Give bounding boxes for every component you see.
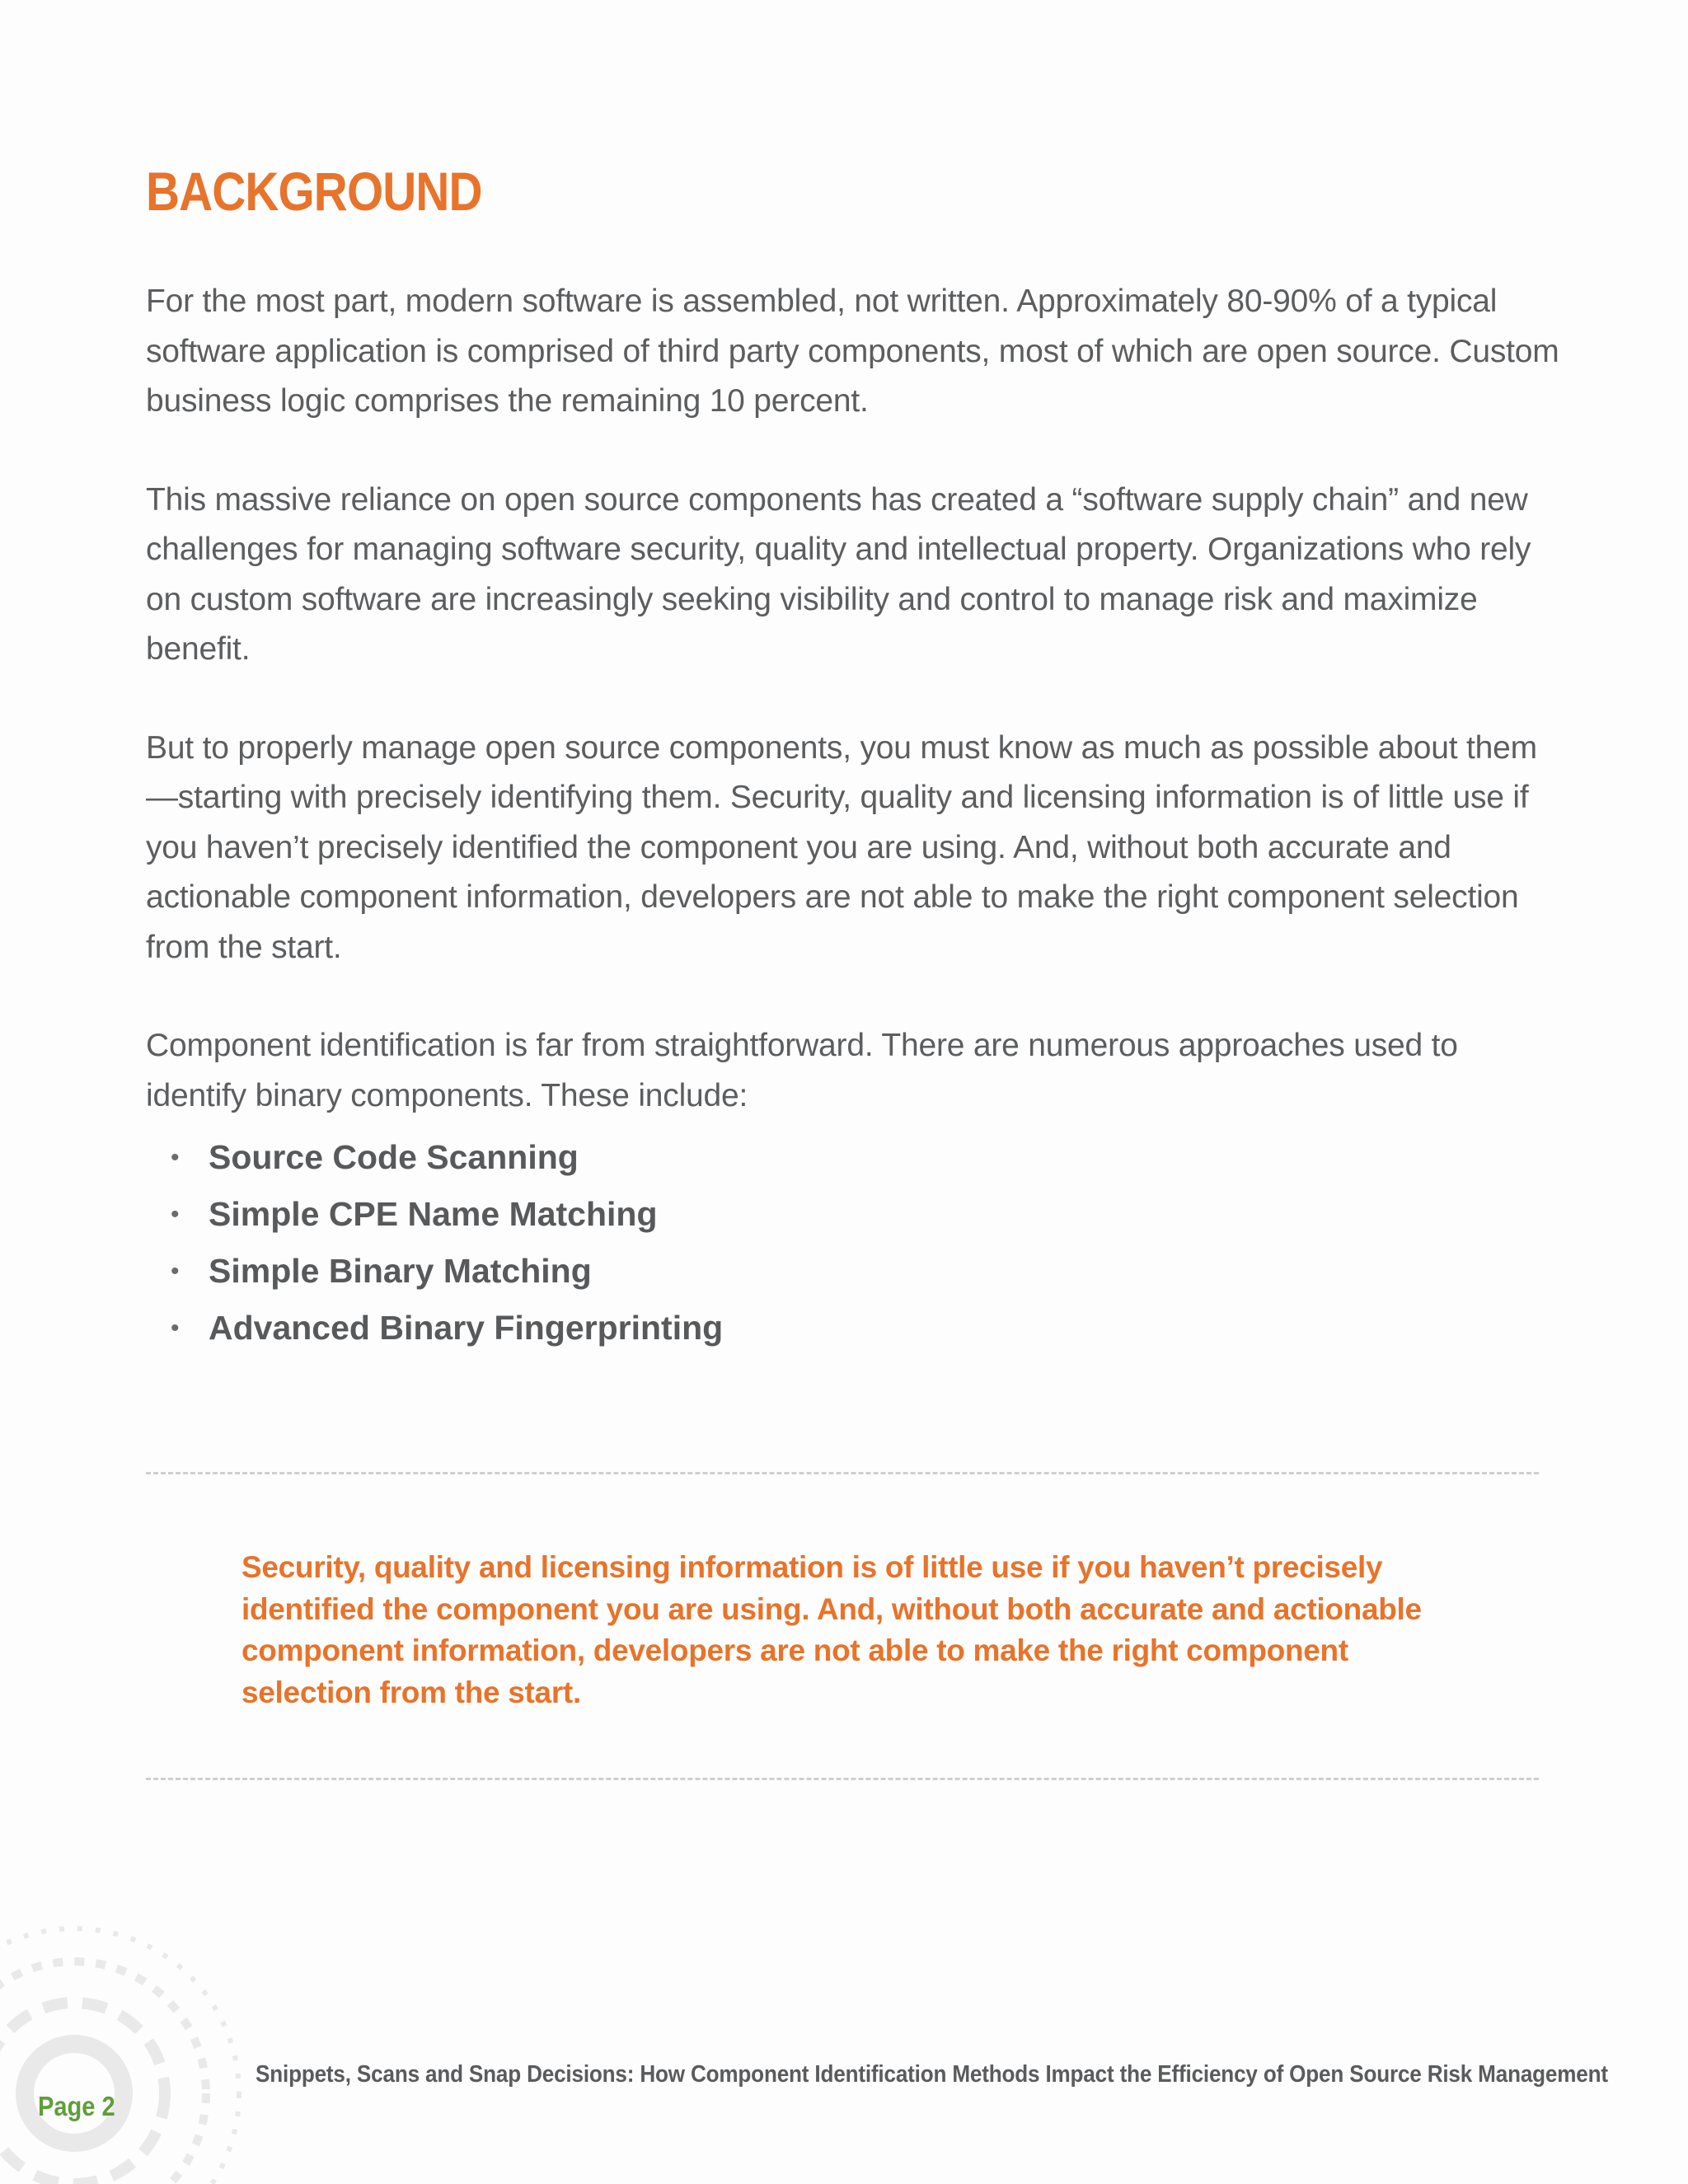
pull-quote-divider-bottom [146,1778,1539,1780]
list-item-label: Source Code Scanning [209,1138,579,1176]
body-content [146,277,1564,1357]
section-heading: BACKGROUND [146,161,482,222]
corner-decoration-graphic [0,1896,272,2184]
bullet-icon: • [171,1144,180,1171]
paragraph: This massive reliance on open source components has created a “software supply chain” and new challenges for managing software security, quality and intellectual property. Organizations who rely on custom software are increasingly seeking visibility and control to manage risk and maximize benefit. [146,481,1531,667]
list-item-label: Simple CPE Name Matching [209,1195,658,1233]
footer-document-title: Snippets, Scans and Snap Decisions: How Component Identification Methods Impact the Efficiency of Open Source Risk Management [256,2061,1608,2088]
paragraph: For the most part, modern software is assembled, not written. Approximately 80-90% of a typical software application is comprised of third party components, most of which are open source. Custom business logic comprises the remaining 10 percent. [146,284,1559,419]
bullet-icon: • [171,1258,180,1285]
page-number: Page 2 [38,2091,115,2121]
list-item [171,1186,1588,1243]
paragraph: But to properly manage open source components, you must know as much as possible about them—starting with precisely identifying them. Security, quality and licensing information is of little use if you haven’t precisely identified the component you are using. And, without both accurate and actionable component information, developers are not able to make the right component selection from the start. [146,729,1537,965]
pull-quote-divider-top [146,1472,1539,1474]
list-item [171,1129,1588,1186]
list-item-label: Advanced Binary Fingerprinting [209,1309,724,1347]
paragraph: Component identification is far from straightforward. There are numerous approaches used to identify binary components. These include: [146,1028,1458,1113]
list-item-label: Simple Binary Matching [209,1252,592,1290]
bullet-icon: • [171,1201,180,1228]
list-item [171,1300,1588,1357]
approaches-list [171,1129,1588,1357]
pull-quote: Security, quality and licensing information is of little use if you haven’t precisely identified the component you are using. And, without both accurate and actionable component information, developers are not able to make the right component selection from the start. [241,1550,1422,1709]
list-item [171,1243,1588,1300]
bullet-icon: • [171,1315,180,1342]
